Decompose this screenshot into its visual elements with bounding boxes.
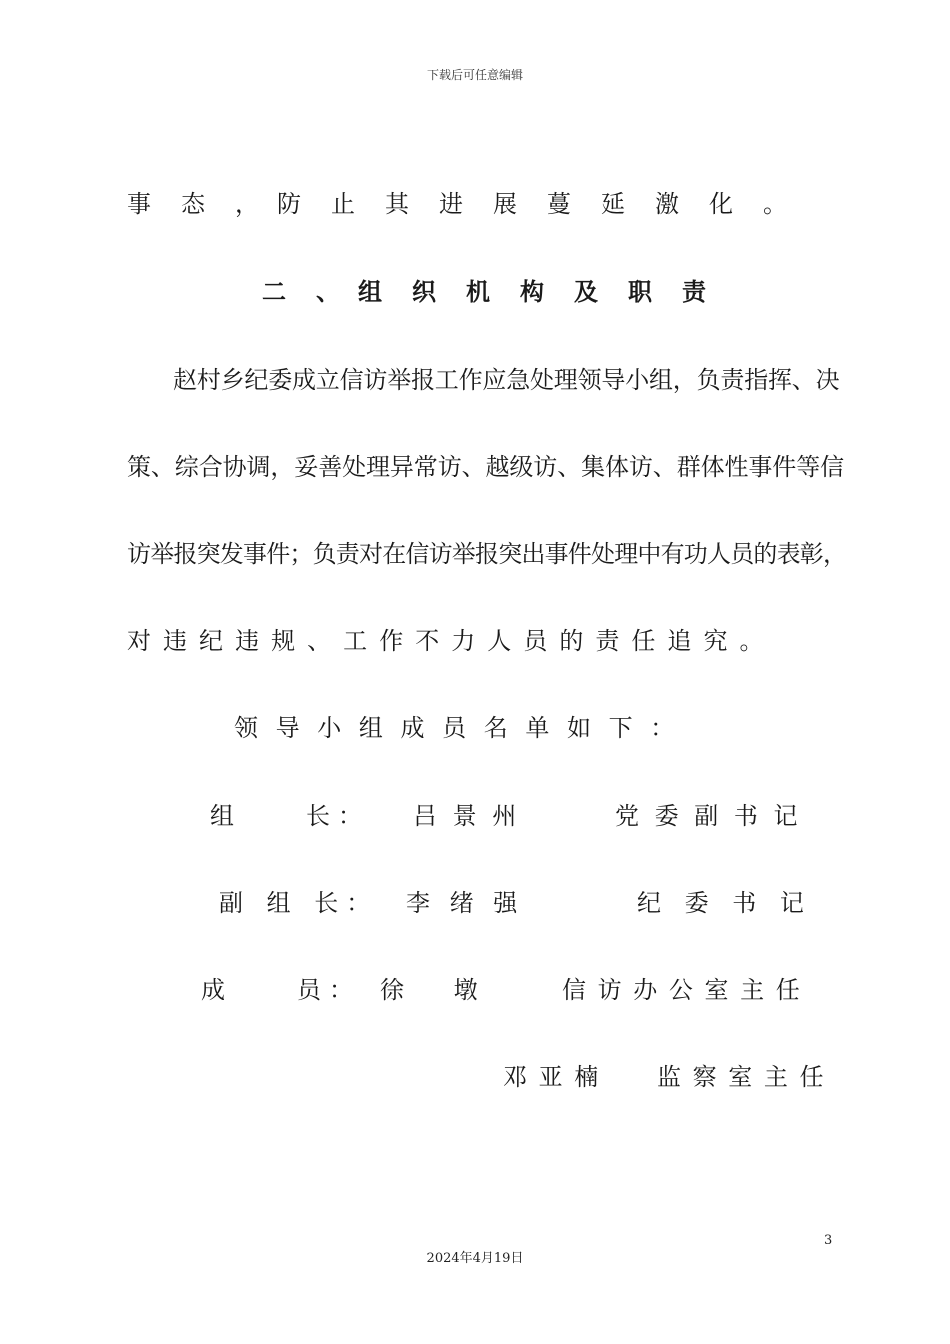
member-title: 监 察 室 主 任	[657, 1063, 826, 1091]
member-name: 邓 亚 楠	[503, 1063, 601, 1091]
section-heading: 二 、 组 织 机 构 及 职 责	[262, 278, 709, 306]
paragraph-line-1: 赵村乡纪委成立信访举报工作应急处理领导小组，负责指挥、决	[173, 366, 840, 394]
paragraph-line-3: 访举报突发事件；负责对在信访举报突出事件处理中有功人员的表彰，	[127, 540, 847, 568]
member-role: 副 组 长：	[219, 889, 379, 917]
member-role: 成 员：	[201, 976, 361, 1004]
member-list-intro: 领 导 小 组 成 员 名 单 如 下 ：	[234, 714, 680, 742]
member-role: 组 长：	[210, 802, 370, 830]
member-title: 信 访 办 公 室 主 任	[562, 976, 802, 1004]
member-name: 徐 墩	[380, 976, 484, 1004]
member-title: 纪 委 书 记	[637, 889, 812, 917]
text-line-1: 事 态 ， 防 止 其 进 展 蔓 延 激 化 。	[127, 190, 790, 218]
member-title: 党 委 副 书 记	[615, 802, 802, 830]
page-number: 3	[824, 1233, 833, 1248]
paragraph-line-4: 对 违 纪 违 规 、 工 作 不 力 人 员 的 责 任 追 究 。	[127, 627, 766, 655]
member-name: 吕 景 州	[413, 802, 521, 830]
page-header-note: 下载后可任意编辑	[426, 68, 523, 82]
paragraph-line-2: 策、综合协调，妥善处理异常访、越级访、集体访、群体性事件等信	[127, 453, 844, 481]
member-name: 李 绪 强	[406, 889, 524, 917]
footer-date: 2024年4月19日	[426, 1251, 524, 1266]
